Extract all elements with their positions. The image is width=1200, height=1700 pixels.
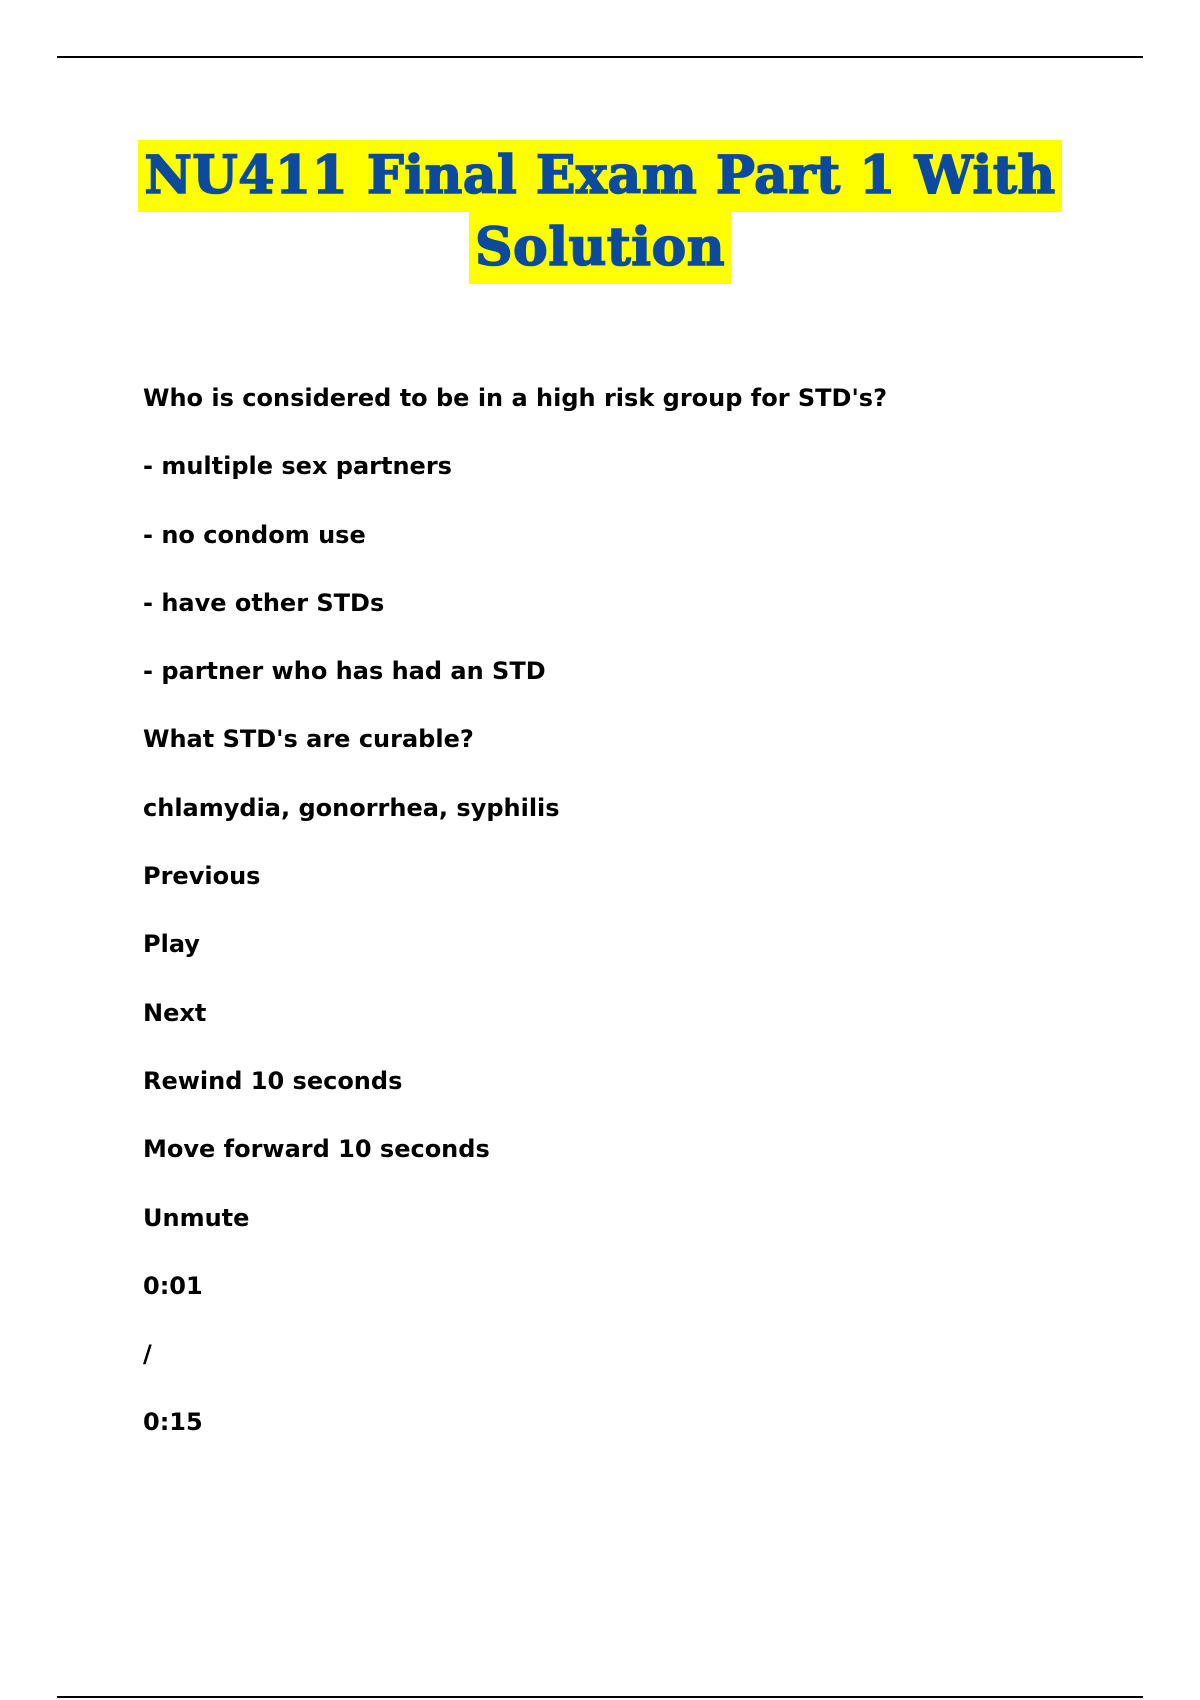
answer-1-item-3: - have other STDs bbox=[143, 588, 385, 617]
player-unmute-text: Unmute bbox=[143, 1203, 250, 1232]
top-rule bbox=[57, 56, 1143, 58]
player-next-text: Next bbox=[143, 998, 207, 1027]
player-time-separator: / bbox=[143, 1340, 152, 1369]
title-line-1: NU411 Final Exam Part 1 With bbox=[138, 140, 1061, 212]
player-current-time: 0:01 bbox=[143, 1271, 203, 1300]
question-1: Who is considered to be in a high risk group for STD's? bbox=[143, 384, 888, 412]
answer-1-item-1: - multiple sex partners bbox=[143, 452, 452, 481]
player-duration: 0:15 bbox=[143, 1408, 203, 1437]
player-rewind-text: Rewind 10 seconds bbox=[143, 1066, 403, 1095]
answer-2: chlamydia, gonorrhea, syphilis bbox=[143, 793, 560, 822]
player-previous-text: Previous bbox=[143, 862, 261, 891]
document-title bbox=[57, 140, 1143, 284]
document-body bbox=[143, 384, 1103, 1477]
answer-1-item-2: - no condom use bbox=[143, 520, 366, 549]
player-forward-text: Move forward 10 seconds bbox=[143, 1135, 490, 1164]
player-play-text: Play bbox=[143, 930, 200, 959]
answer-1-item-4: - partner who has had an STD bbox=[143, 657, 546, 686]
bottom-rule bbox=[57, 1696, 1143, 1698]
title-line-2: Solution bbox=[469, 212, 731, 284]
question-2: What STD's are curable? bbox=[143, 725, 474, 754]
